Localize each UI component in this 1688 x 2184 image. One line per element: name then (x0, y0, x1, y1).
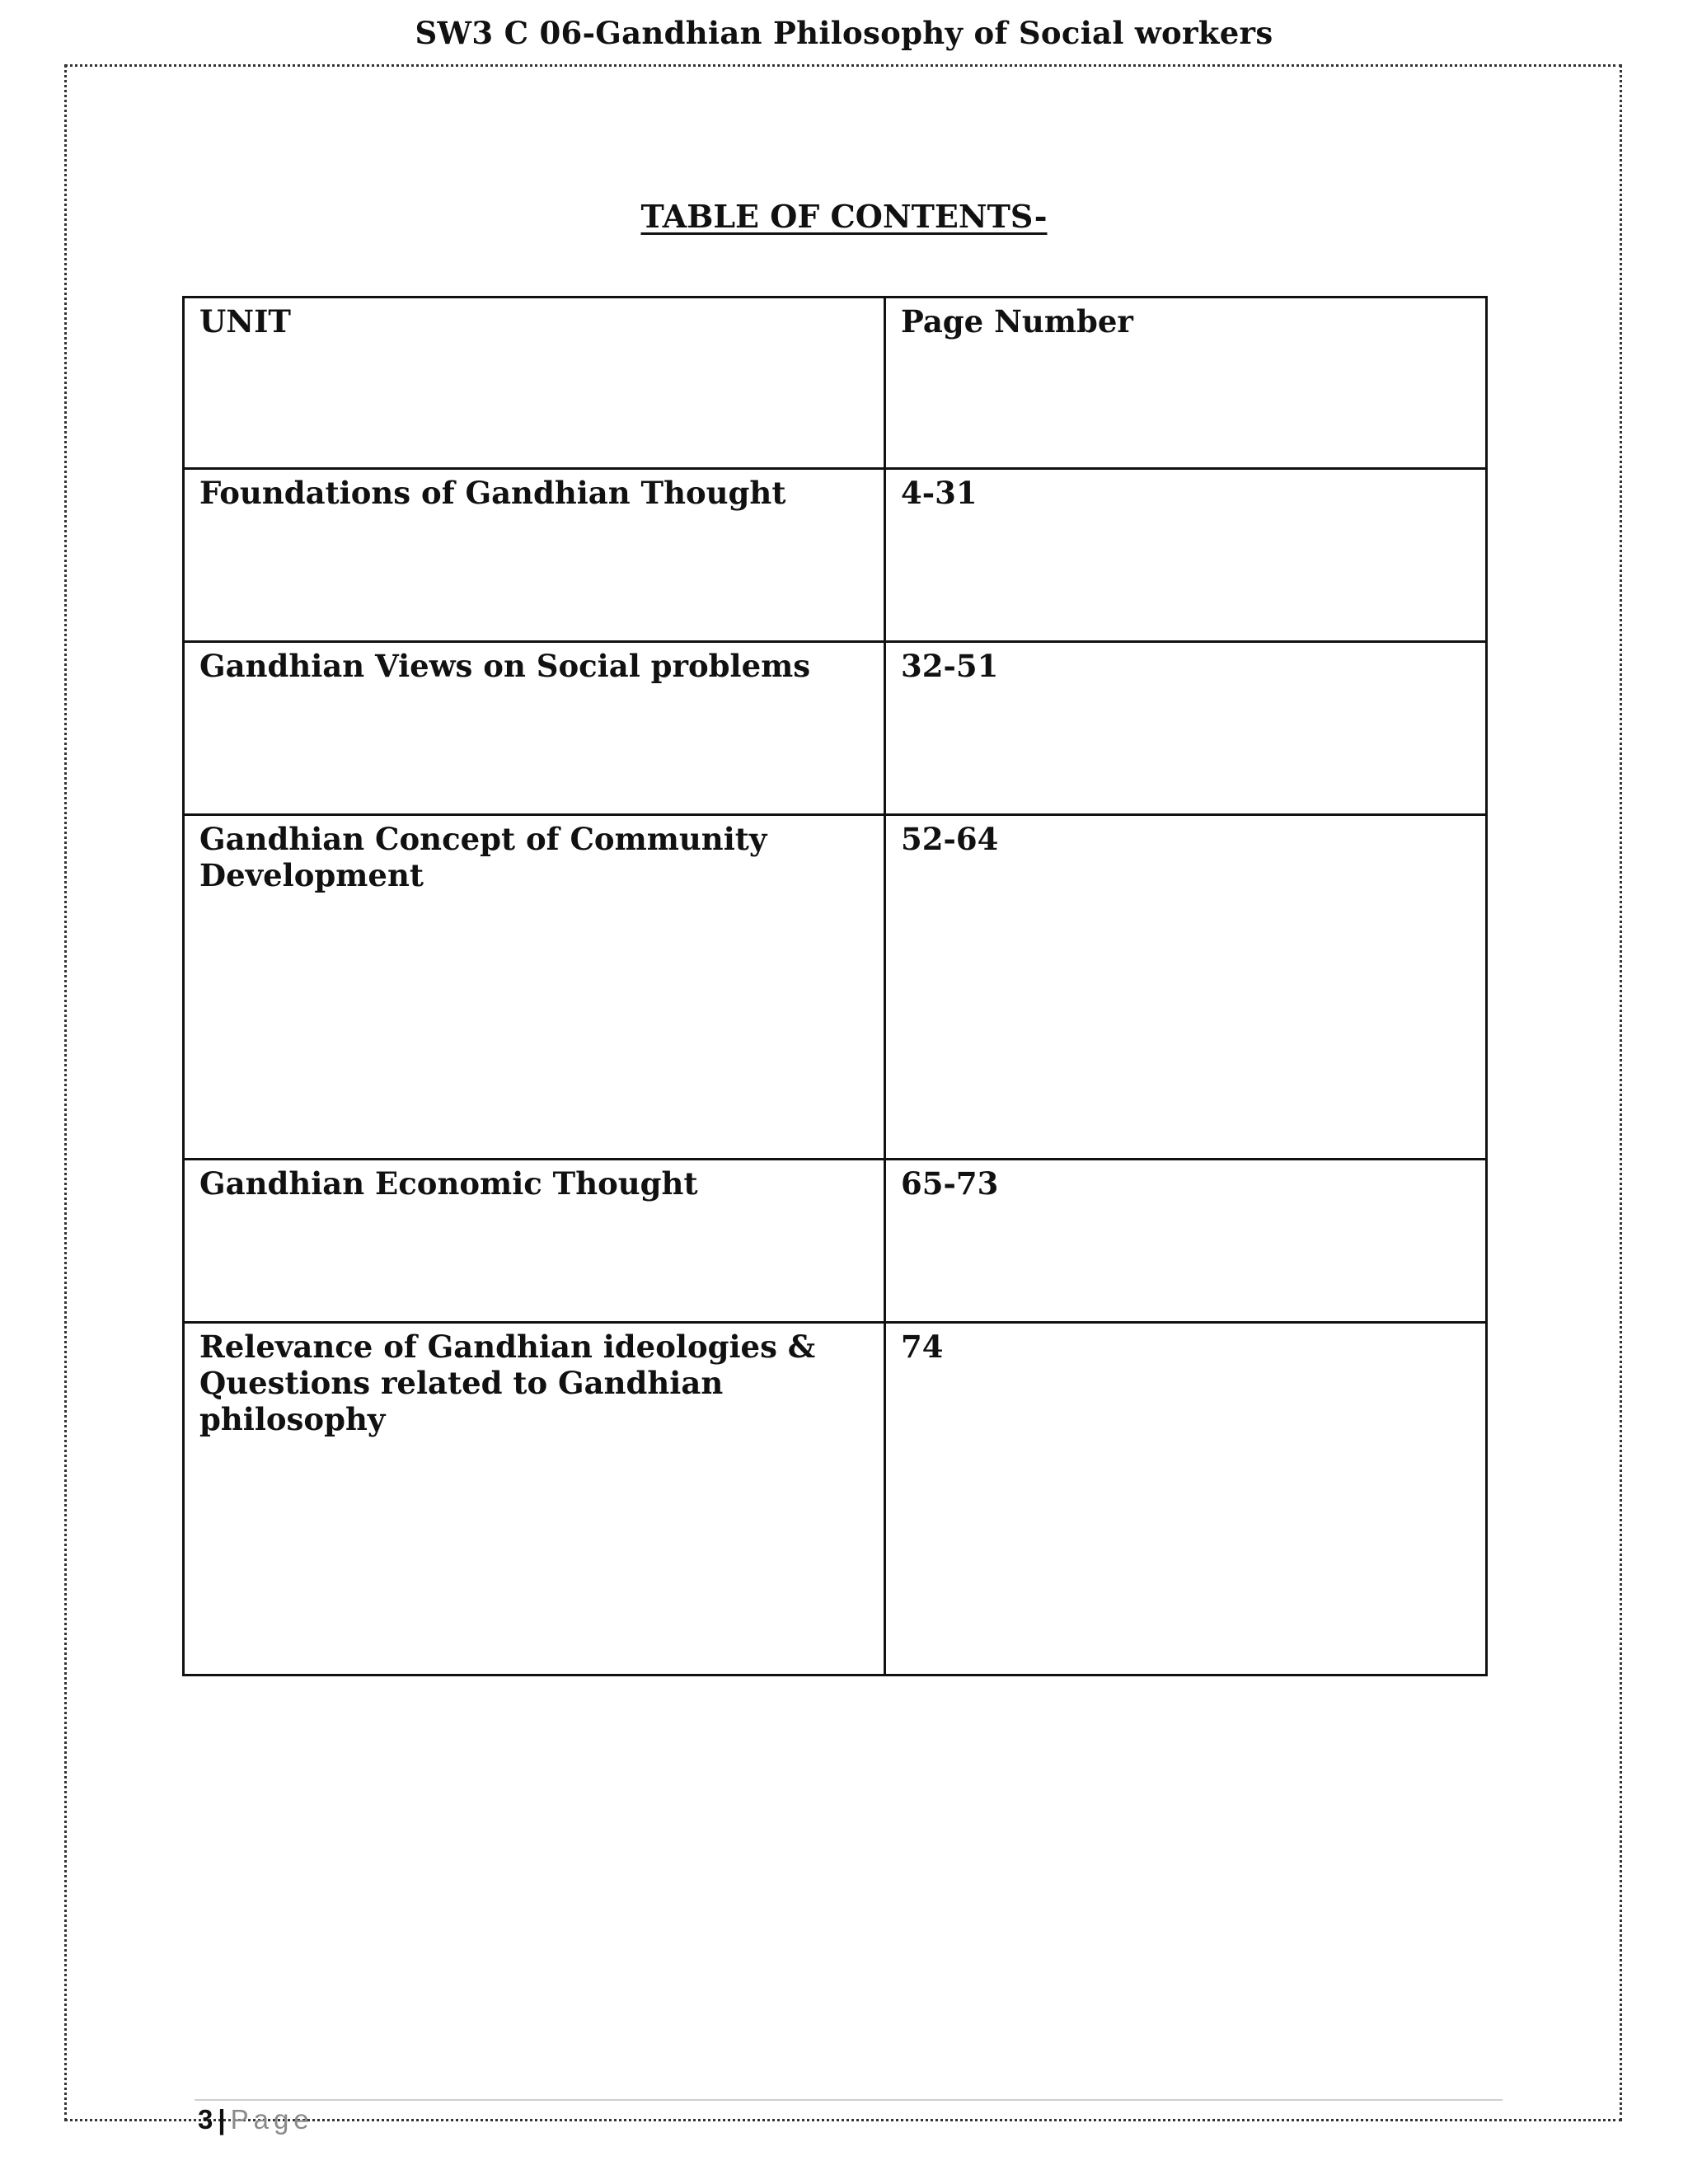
toc-page-cell: 52-64 (885, 815, 1487, 1160)
toc-row (184, 1323, 1487, 1675)
toc-page-cell: 74 (885, 1323, 1487, 1675)
page-label: Page (230, 2104, 314, 2135)
toc-unit-cell: Gandhian Concept of Community Development (184, 815, 885, 1160)
running-header: SW3 C 06-Gandhian Philosophy of Social workers (415, 15, 1273, 51)
toc-unit-cell: Gandhian Economic Thought (184, 1160, 885, 1323)
toc-unit-cell: Foundations of Gandhian Thought (184, 469, 885, 642)
toc-row (184, 1160, 1487, 1323)
page-footer (198, 2103, 314, 2136)
toc-table (182, 296, 1488, 1676)
toc-title: TABLE OF CONTENTS- (640, 198, 1048, 235)
toc-row (184, 815, 1487, 1160)
toc-page-cell: 65-73 (885, 1160, 1487, 1323)
toc-page-cell: 32-51 (885, 642, 1487, 815)
toc-unit-cell: Gandhian Views on Social problems (184, 642, 885, 815)
toc-row (184, 642, 1487, 815)
column-header-page-number: Page Number (885, 298, 1487, 469)
toc-unit-cell: Relevance of Gandhian ideologies & Questions related to Gandhian philosophy (184, 1323, 885, 1675)
toc-header-row (184, 298, 1487, 469)
toc-page-cell: 4-31 (885, 469, 1487, 642)
footer-separator: | (218, 2104, 226, 2135)
toc-row (184, 469, 1487, 642)
footer-rule (195, 2099, 1503, 2101)
page-number: 3 (198, 2104, 213, 2135)
column-header-unit: UNIT (184, 298, 885, 469)
